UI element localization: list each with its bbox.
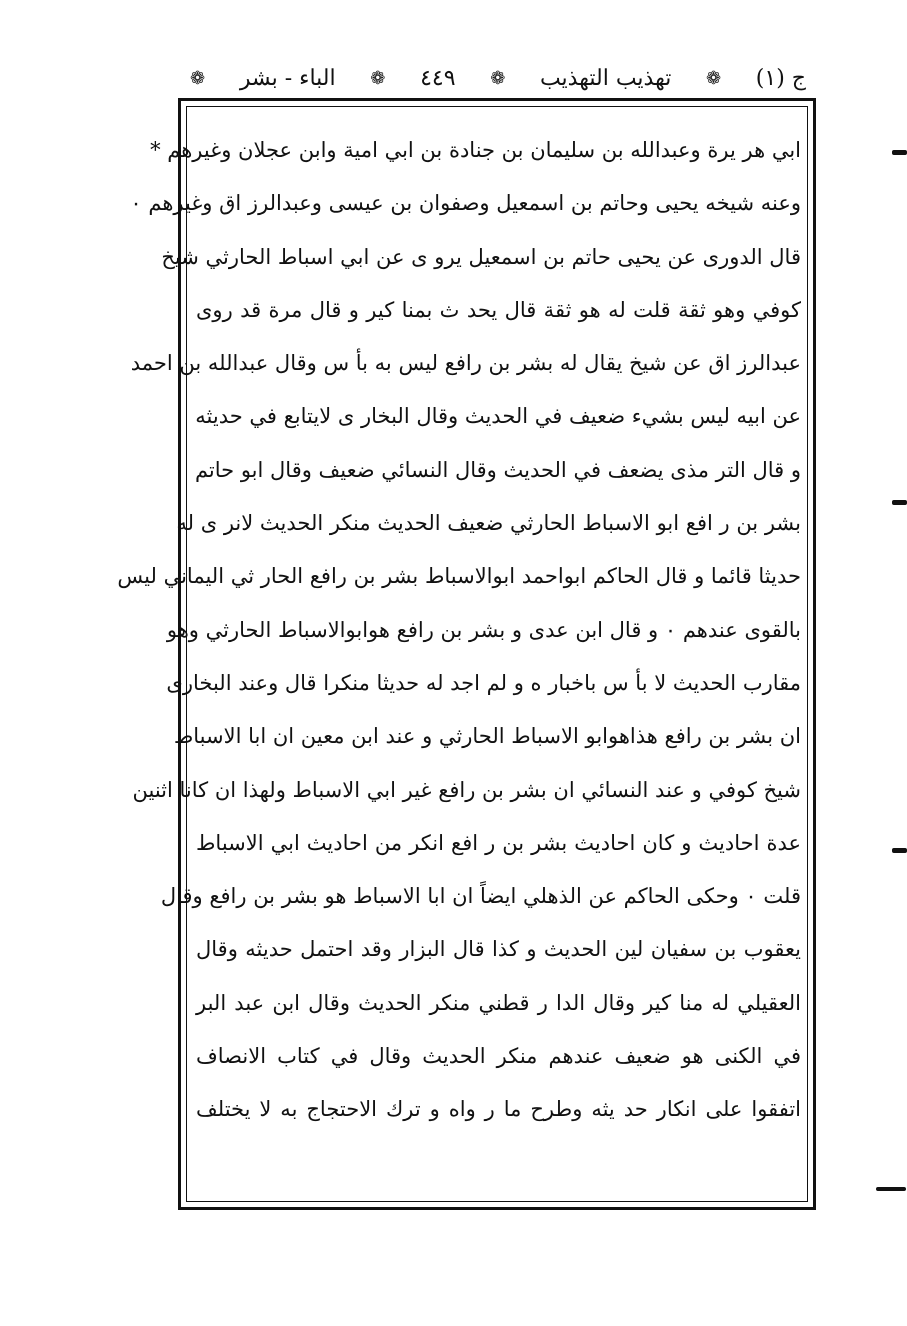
- text-line: حديثا قائما و قال الحاكم ابواحمد ابوالاسباط بشر بن رافع الحار ثي اليماني ليس: [117, 564, 801, 589]
- text-line: قال الدورى عن يحيى حاتم بن اسمعيل يرو ى عن ابي اسباط الحارثي شيخ: [161, 244, 801, 269]
- text-line: عدة احاديث و كان احاديث بشر بن ر افع انكر من احاديث ابي الاسباط: [196, 830, 801, 855]
- text-line: قلت ٠ وحكى الحاكم عن الذهلي ايضاً ان ابا الاسباط هو بشر بن رافع وقال: [160, 884, 801, 909]
- text-line: اتفقوا على انكار حد يثه وطرح ما ر واه و ترك الاحتجاج به لا يختلف: [196, 1097, 801, 1122]
- page-header: [186, 56, 806, 100]
- text-line: شيخ كوفي و عند النسائي ان بشر بن رافع غير ابي الاسباط ولهذا ان كانا اثنين: [132, 777, 801, 802]
- text-body: [117, 124, 801, 1137]
- text-line: كوفي وهو ثقة قلت له هو ثقة قال يحد ث بمنا كير و قال مرة قد روى: [196, 297, 801, 322]
- margin-mark: [892, 150, 907, 155]
- margin-mark: [892, 500, 907, 505]
- text-line: بالقوى عندهم ٠ و قال ابن عدى و بشر بن رافع هوابوالاسباط الحارثي وهو: [166, 617, 801, 642]
- page-number: ٤٤٩: [420, 65, 456, 91]
- ornament-icon: ❁: [490, 67, 506, 89]
- text-line: مقارب الحديث لا بأ س باخبار ه و لم اجد له حديثا منكرا قال وعند البخارى: [166, 670, 801, 695]
- book-title: تهذيب التهذيب: [539, 65, 672, 91]
- text-line: ابي هر يرة وعبدالله بن سليمان بن جنادة بن ابي امية وابن عجلان وغيرهم *: [150, 138, 801, 162]
- text-line: عن ابيه ليس بشيء ضعيف في الحديث وقال البخار ى لايتابع في حديثه: [195, 404, 801, 429]
- margin-mark: [892, 848, 907, 853]
- text-line: بشر بن ر افع ابو الاسباط الحارثي ضعيف الحديث منكر الحديث لانر ى له: [176, 511, 801, 536]
- text-line: و قال التر مذى يضعف في الحديث وقال النسائي ضعيف وقال ابو حاتم: [194, 457, 801, 482]
- text-line: عبدالرز اق عن شيخ يقال له بشر بن رافع ليس به بأ س وقال عبدالله بن احمد: [130, 351, 801, 376]
- ornament-icon: ❁: [370, 67, 386, 89]
- text-line: ان بشر بن رافع هذاهوابو الاسباط الحارثي و عند ابن معين ان ابا الاسباط: [173, 724, 801, 749]
- volume-label: ج (١): [755, 65, 806, 91]
- text-line: العقيلي له منا كير وقال الدا ر قطني منكر الحديث وقال ابن عبد البر: [196, 990, 801, 1015]
- margin-mark: [876, 1187, 906, 1191]
- text-line: في الكنى هو ضعيف عندهم منكر الحديث وقال في كتاب الانصاف: [196, 1044, 801, 1069]
- ornament-icon: ❁: [190, 67, 206, 89]
- ornament-icon: ❁: [706, 67, 722, 89]
- text-line: وعنه شيخه يحيى وحاتم بن اسمعيل وصفوان بن عيسى وعبدالرز اق وغيرهم ٠: [130, 191, 801, 216]
- text-line: يعقوب بن سفيان لين الحديث و كذا قال البزار وقد احتمل حديثه وقال: [196, 937, 801, 962]
- section-title: الباء - بشر: [239, 65, 336, 91]
